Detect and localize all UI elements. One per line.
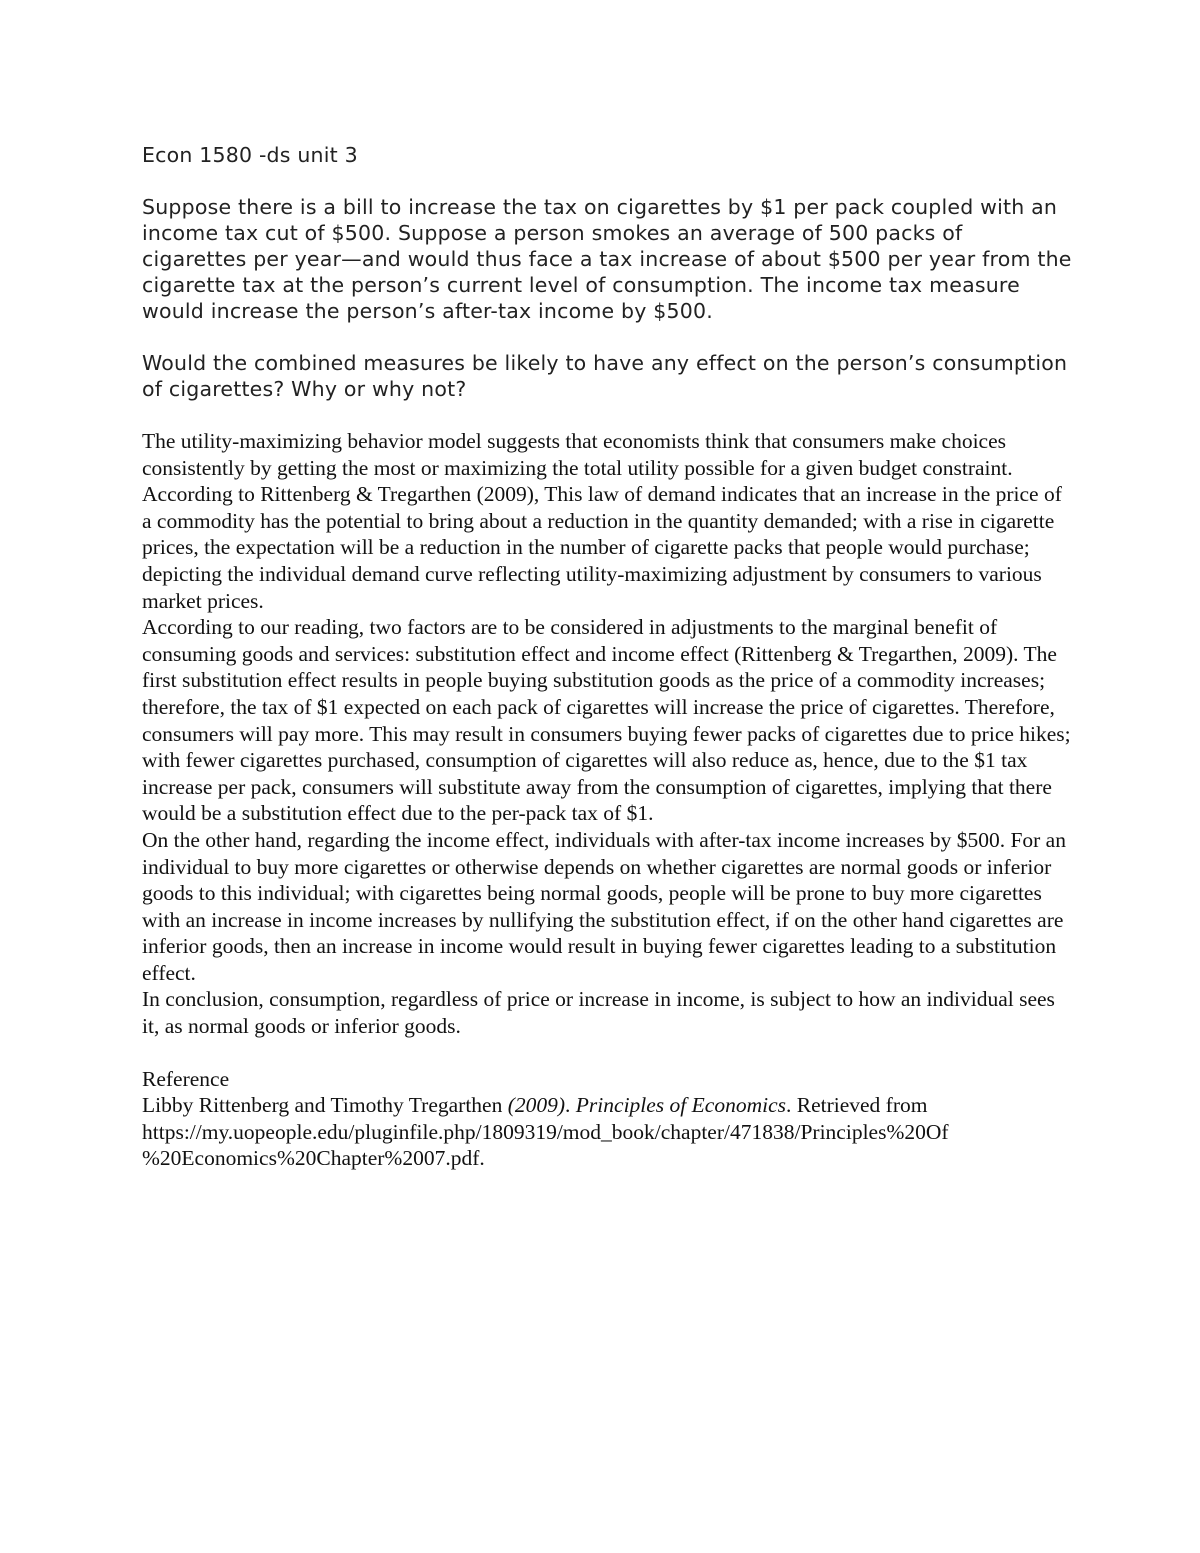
reference-separator: . bbox=[565, 1093, 576, 1118]
answer-paragraph-1: The utility-maximizing behavior model suggests that economists think that consumers make choices consistently by getting the most or maximizing the total utility possible for a given budget constraint. According to Rittenberg & Tregarthen (2009), This law of demand indicates that an increase in the price of a commodity has the potential to bring about a reduction in the quantity demanded; with a rise in cigarette prices, the expectation will be a reduction in the number of cigarette packs that people would purchase; depicting the individual demand curve reflecting utility-maximizing adjustment by consumers to various market prices. bbox=[142, 429, 1062, 613]
reference-authors: Libby Rittenberg and Timothy Tregarthen bbox=[142, 1093, 508, 1118]
question-paragraph-1: Suppose there is a bill to increase the tax on cigarettes by $1 per pack coupled with an income tax cut of $500. Suppose a person smokes an average of 500 packs of cigarettes per year—and would thus face a tax increase of about $500 per year from the cigarette tax at the person’s current level of consumption. The income tax measure would increase the person’s after-tax income by $500. bbox=[142, 195, 1072, 323]
question-paragraph-2: Would the combined measures be likely to have any effect on the person’s consumption of cigarettes? Why or why not? bbox=[142, 351, 1068, 401]
answer-paragraph-4: In conclusion, consumption, regardless of price or increase in income, is subject to how an individual sees it, as normal goods or inferior goods. bbox=[142, 987, 1055, 1039]
answer-paragraph-2: According to our reading, two factors are to be considered in adjustments to the marginal benefit of consuming goods and services: substitution effect and income effect (Rittenberg & Tregarthen, 2009). The first substitution effect results in people buying substitution goods as the price of a commodity increases; therefore, the tax of $1 expected on each pack of cigarettes will increase the price of cigarettes. Therefore, consumers will pay more. This may result in consumers buying fewer packs of cigarettes due to price hikes; with fewer cigarettes purchased, consumption of cigarettes will also reduce as, hence, due to the $1 tax increase per pack, consumers will substitute away from the consumption of cigarettes, implying that there would be a substitution effect due to the per-pack tax of $1. bbox=[142, 615, 1071, 826]
reference-citation bbox=[142, 1092, 1072, 1119]
reference-retrieved: . Retrieved from bbox=[785, 1093, 928, 1118]
reference-year: (2009) bbox=[507, 1093, 566, 1118]
reference-url-line-2: %20Economics%20Chapter%2007.pdf. bbox=[142, 1146, 485, 1171]
reference-section bbox=[142, 1066, 1072, 1172]
answer-paragraph-3: On the other hand, regarding the income effect, individuals with after-tax income increases by $500. For an individual to buy more cigarettes or otherwise depends on whether cigarettes are normal goods or inferior goods to this individual; with cigarettes being normal goods, people will be prone to buy more cigarettes with an increase in income increases by nullifying the substitution effect, if on the other hand cigarettes are inferior goods, then an increase in income would result in buying fewer cigarettes leading to a substitution effect. bbox=[142, 827, 1066, 985]
reference-book-title: Principles of Economics bbox=[575, 1093, 786, 1118]
reference-url-line-1: https://my.uopeople.edu/pluginfile.php/1809319/mod_book/chapter/471838/Principles%20Of bbox=[142, 1119, 949, 1144]
reference-heading: Reference bbox=[142, 1066, 230, 1091]
answer-section bbox=[142, 428, 1072, 1040]
document-content bbox=[142, 142, 1072, 1172]
document-title: Econ 1580 -ds unit 3 bbox=[142, 143, 358, 167]
